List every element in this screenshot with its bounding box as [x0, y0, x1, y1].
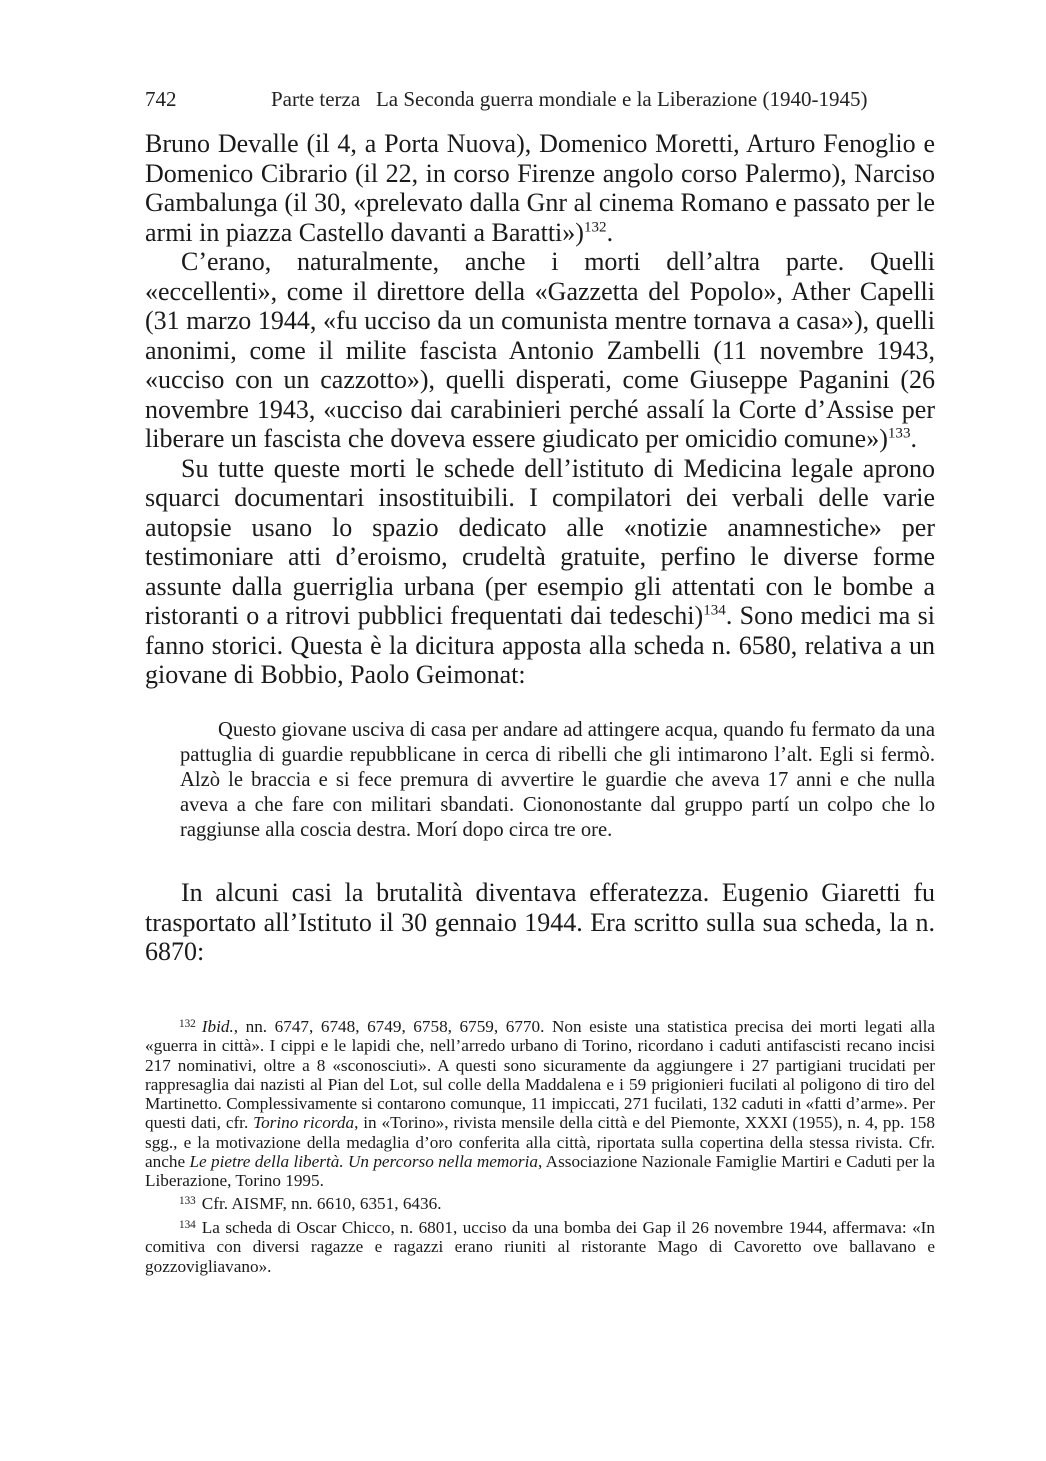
page-number: 742 [145, 87, 177, 111]
running-head [145, 84, 935, 114]
body-text [145, 129, 935, 690]
footnote-132-title-2: Le pietre della libertà. Un percorso nella memoria [189, 1152, 538, 1172]
footnote-132-text-b: , in «Torino», rivista mensile della città e del Piemonte, XXXI (1955), n. 4, pp. 158 sgg., e la motivazione della medaglia d’oro conferita alla città, riportata sulla copertina della stessa rivista. Cfr. anche [145, 1113, 935, 1172]
footnote-ref-133: 133 [887, 425, 911, 442]
footnote-133 [145, 1194, 935, 1213]
footnotes [145, 1017, 935, 1276]
footnote-number-134: 134 [179, 1218, 196, 1231]
paragraph-2-end: . [910, 424, 917, 453]
footnote-134 [145, 1218, 935, 1276]
footnote-132-ibid: Ibid. [201, 1017, 234, 1036]
running-title: Parte terza La Seconda guerra mondiale e la Liberazione (1940-1945) [271, 87, 868, 111]
paragraph-2-text: C’erano, naturalmente, anche i morti dell’altra parte. Quelli «eccellenti», come il direttore della «Gazzetta del Popolo», Ather Capelli (31 marzo 1944, «fu ucciso da un comunista mentre tornava a casa»), quelli anonimi, come il milite fascista Antonio Zambelli (11 novembre 1943, «ucciso con un cazzotto»), quelli disperati, come Giuseppe Paganini (26 novembre 1943, «ucciso dai carabinieri perché assalí la Corte d’Assise per liberare un fascista che doveva essere giudicato per omicidio comune») [145, 247, 935, 453]
paragraph-3 [145, 454, 935, 690]
paragraph-3-text-a: Su tutte queste morti le schede dell’istituto di Medicina legale aprono squarci documentari insostituibili. I compilatori dei verbali delle varie autopsie usano lo spazio dedicato alle «notizie anamnestiche» per testimoniare atti d’eroismo, crudeltà gratuite, perfino le diverse forme assunte dalla guerriglia urbana (per esempio gli attentati con le bombe a ristoranti o a ritrovi pubblici frequentati dai tedeschi) [145, 453, 935, 630]
footnote-132-text-c: , Associazione Nazionale Famiglie Martiri e Caduti per la Liberazione, Torino 1995. [145, 1152, 936, 1191]
block-quote-text: Questo giovane usciva di casa per andare ad attingere acqua, quando fu fermato da una pattuglia di guardie repubblicane in cerca di ribelli che gli intimarono l’alt. Egli si fermò. Alzò le braccia e si fece premura di avvertire le guardie che aveva 17 anni e che nulla aveva a che fare con militari sbandati. Ciononostante dal gruppo partí un colpo che lo raggiunse alla coscia destra. Morí dopo circa tre ore. [180, 719, 935, 841]
footnote-132-title-1: Torino ricorda [253, 1113, 355, 1133]
paragraph-3-text-b: . Sono medici ma si fanno storici. Questa è la dicitura apposta alla scheda n. 6580, relativa a un giovane di Bobbio, Paolo Geimonat: [145, 601, 935, 689]
footnote-number-132: 132 [179, 1017, 196, 1030]
paragraph-2 [145, 247, 935, 454]
paragraph-4: In alcuni casi la brutalità diventava efferatezza. Eugenio Giaretti fu trasportato all’Istituto il 30 gennaio 1944. Era scritto sulla sua scheda, la n. 6870: [145, 878, 935, 966]
block-quote [180, 718, 935, 843]
footnote-132-text-a: , nn. 6747, 6748, 6749, 6758, 6759, 6770. Non esiste una statistica precisa dei morti legati alla «guerra in città». I cippi e le lapidi che, nell’arredo urbano di Torino, ricordano i caduti antifascisti recano incisi 217 nominativi, oltre a 8 «sconosciuti». A questi sono sicuramente da aggiungere i 27 partigiani trucidati per rappresaglia dai nazisti al Pian del Lot, sul colle della Maddalena e i 59 prigionieri fucilati al poligono di tiro del Martinetto. Complessivamente si contarono comunque, 11 impiccati, 271 fucilati, 132 caduti in «fatti d’arme». Per questi dati, cfr. [145, 1017, 935, 1133]
footnote-134-text: La scheda di Oscar Chicco, n. 6801, ucciso da una bomba dei Gap il 26 novembre 1944, affermava: «In comitiva con diversi ragazze e ragazzi erano riuniti al ristorante Mago di Cavoretto ove ballavano e gozzovigliavano». [145, 1217, 935, 1276]
footnote-133-text: Cfr. AISMF, nn. 6610, 6351, 6436. [201, 1193, 442, 1213]
footnote-number-133: 133 [179, 1194, 196, 1207]
paragraph-1-end: . [606, 217, 614, 247]
body-text-continued [145, 878, 935, 967]
footnote-ref-132: 132 [583, 219, 607, 236]
paragraph-1-text: Bruno Devalle (il 4, a Porta Nuova), Domenico Moretti, Arturo Fenoglio e Domenico Cibrario (il 22, in corso Firenze angolo corso Palermo), Narciso Gambalunga (il 30, «prelevato dalla Gnr al cinema Romano e passato per le armi in piazza Castello davanti a Baratti») [145, 129, 935, 247]
footnote-ref-134: 134 [703, 602, 726, 619]
footnote-132 [145, 1017, 935, 1191]
paragraph-1 [145, 129, 935, 247]
